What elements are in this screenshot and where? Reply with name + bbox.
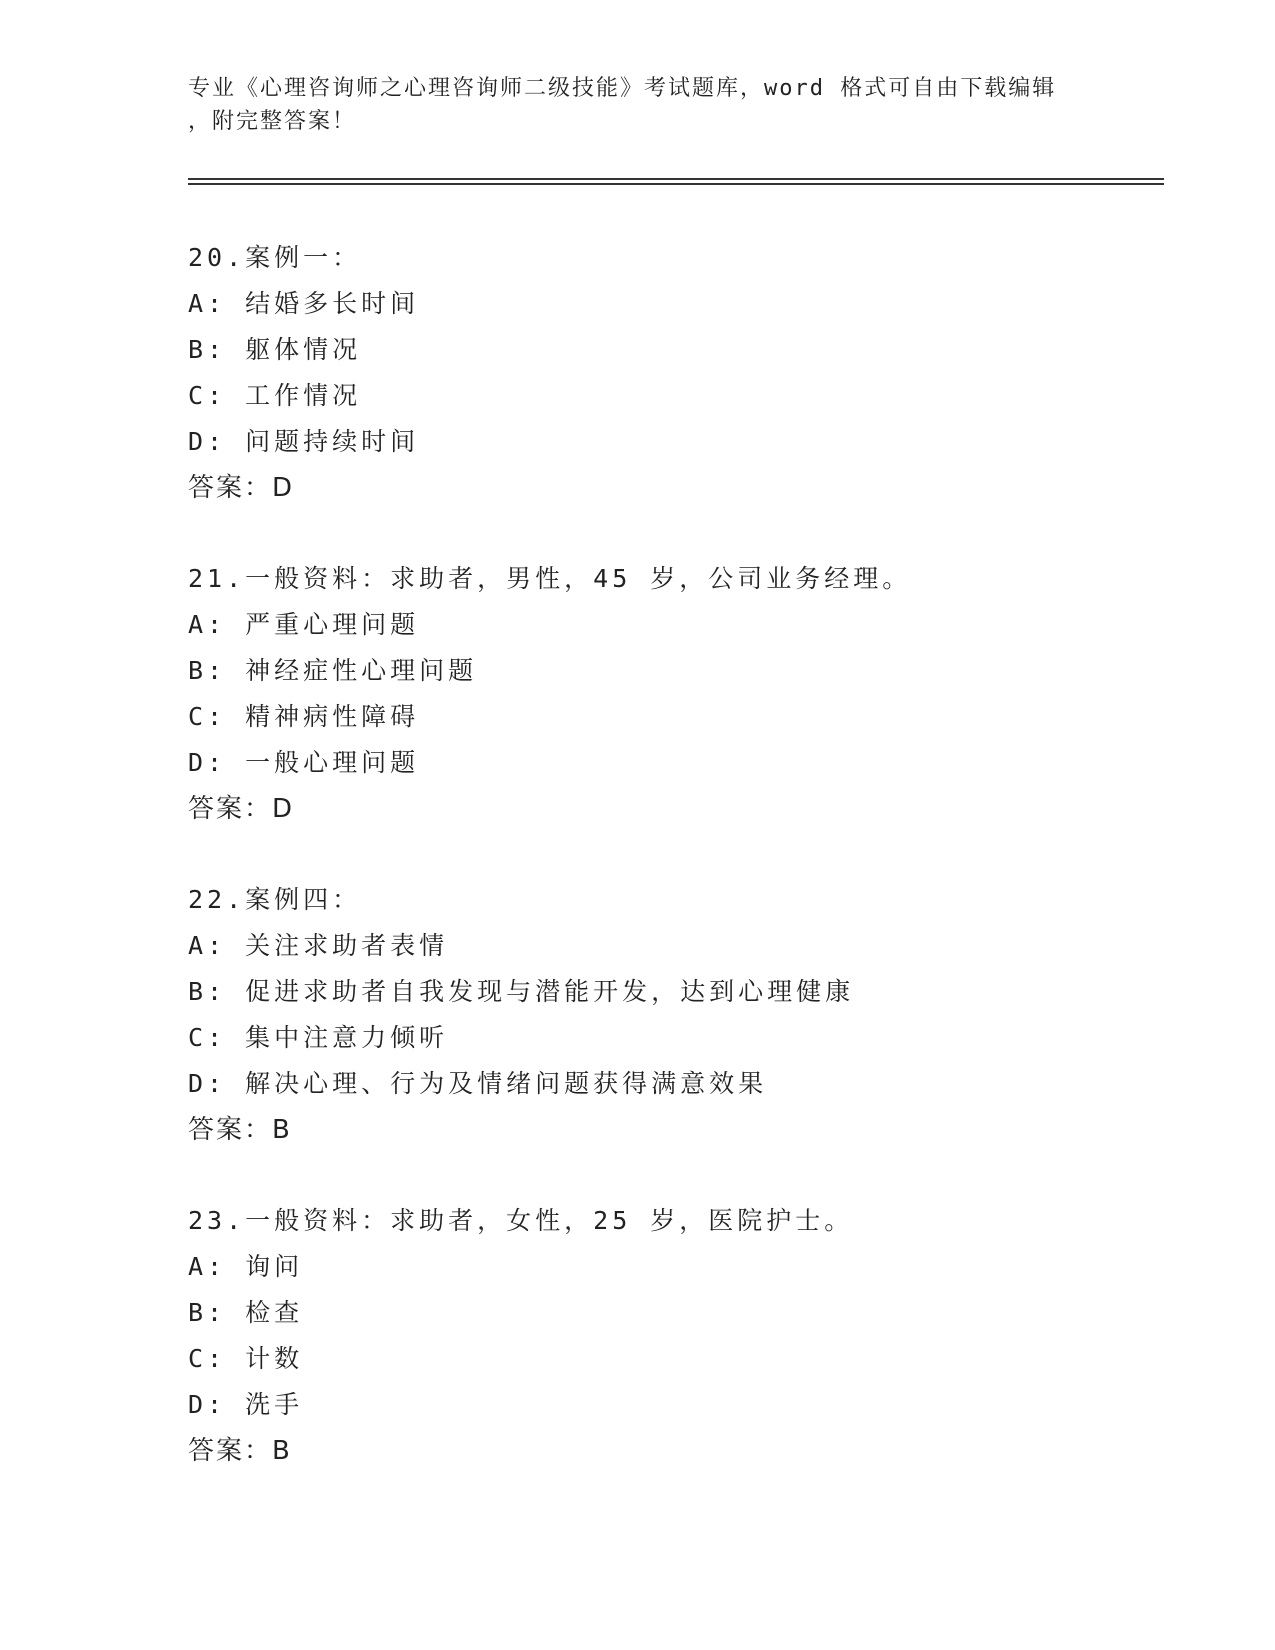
option-c: C: 集中注意力倾听 xyxy=(188,1023,449,1052)
answer-label: 答案：B xyxy=(188,1436,292,1466)
header-line-1: 专业《心理咨询师之心理咨询师二级技能》考试题库，word 格式可自由下载编辑 xyxy=(188,76,1057,101)
option-c: C: 精神病性障碍 xyxy=(188,702,420,731)
document-header xyxy=(188,72,1068,138)
question-stem: 23.一般资料：求助者，女性，25 岁，医院护士。 xyxy=(188,1206,854,1235)
option-d: D: 洗手 xyxy=(188,1390,304,1419)
option-b: B: 神经症性心理问题 xyxy=(188,656,478,685)
option-b: B: 检查 xyxy=(188,1298,304,1327)
option-d: D: 解决心理、行为及情绪问题获得满意效果 xyxy=(188,1069,768,1098)
option-a: A: 关注求助者表情 xyxy=(188,931,449,960)
header-divider-top xyxy=(188,178,1164,180)
question-22 xyxy=(188,877,1148,1153)
header-divider-bottom xyxy=(188,183,1164,185)
answer-label: 答案：B xyxy=(188,1115,292,1145)
question-21 xyxy=(188,556,1148,832)
question-23 xyxy=(188,1198,1148,1474)
option-d: D: 问题持续时间 xyxy=(188,427,420,456)
answer-label: 答案：D xyxy=(188,794,295,824)
question-stem: 22.案例四： xyxy=(188,885,362,914)
header-line-2: ，附完整答案！ xyxy=(188,109,357,134)
option-a: A: 严重心理问题 xyxy=(188,610,420,639)
question-stem: 20.案例一： xyxy=(188,243,362,272)
answer-label: 答案：D xyxy=(188,473,295,503)
option-b: B: 促进求助者自我发现与潜能开发，达到心理健康 xyxy=(188,977,855,1006)
option-a: A: 结婚多长时间 xyxy=(188,289,420,318)
option-c: C: 计数 xyxy=(188,1344,304,1373)
option-a: A: 询问 xyxy=(188,1252,304,1281)
option-d: D: 一般心理问题 xyxy=(188,748,420,777)
question-20 xyxy=(188,235,1148,511)
option-c: C: 工作情况 xyxy=(188,381,362,410)
option-b: B: 躯体情况 xyxy=(188,335,362,364)
question-stem: 21.一般资料：求助者，男性，45 岁，公司业务经理。 xyxy=(188,564,912,593)
